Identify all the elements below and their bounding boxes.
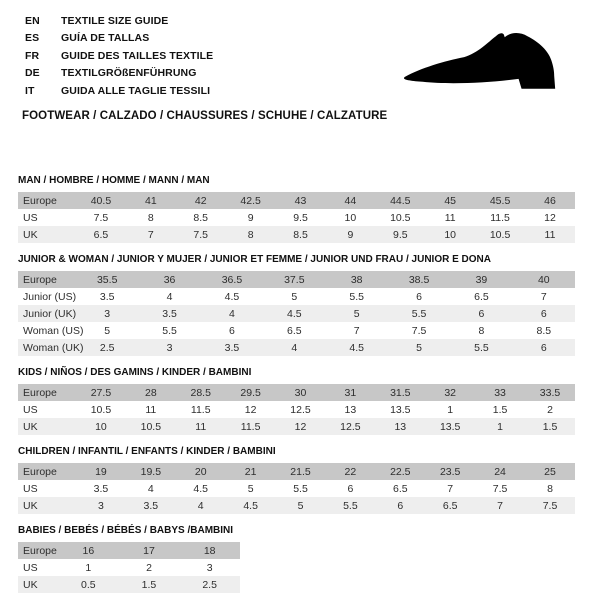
- row-label: Europe: [23, 465, 57, 478]
- shoe-icon: [393, 26, 571, 100]
- language-label: GUIDE DES TAILLES TEXTILE: [61, 49, 214, 62]
- table-row: [18, 305, 575, 322]
- size-cell: 9: [347, 228, 354, 241]
- size-cell: 10: [444, 228, 457, 241]
- size-cell: 11.5: [240, 420, 261, 433]
- size-cell: 5: [353, 307, 360, 320]
- size-cell: 7: [147, 228, 154, 241]
- row-label: UK: [23, 228, 38, 241]
- size-cell: 23.5: [439, 465, 461, 478]
- size-cell: 7.5: [411, 324, 427, 337]
- size-cell: 4: [166, 290, 173, 303]
- size-cell: 19: [95, 465, 107, 478]
- size-cell: 12.5: [290, 403, 311, 416]
- table-row: [18, 192, 575, 209]
- size-cell: 11: [444, 211, 456, 224]
- row-label: Europe: [23, 194, 57, 207]
- table-row: [18, 209, 575, 226]
- size-cell: 36: [163, 273, 176, 286]
- size-cell: 1.5: [542, 420, 558, 433]
- size-cell: 9.5: [392, 228, 408, 241]
- size-cell: 3: [166, 341, 173, 354]
- table-row: [18, 463, 575, 480]
- row-label: Junior (US): [23, 290, 77, 303]
- table-title: JUNIOR & WOMAN / JUNIOR Y MUJER / JUNIOR ET FEMME / JUNIOR UND FRAU / JUNIOR E DONA: [18, 254, 492, 265]
- size-cell: 40.5: [90, 194, 112, 207]
- size-cell: 17: [143, 544, 155, 557]
- size-cell: 9.5: [293, 211, 308, 224]
- size-cell: 1: [447, 403, 454, 416]
- size-table: [18, 542, 240, 593]
- size-cell: 3.5: [224, 341, 240, 354]
- size-cell: 24: [494, 465, 506, 478]
- size-cell: 7.5: [193, 228, 209, 241]
- size-cell: 5: [297, 499, 304, 512]
- size-cell: 11.5: [490, 211, 510, 224]
- language-code: DE: [25, 67, 40, 80]
- size-cell: 5.5: [411, 307, 427, 320]
- size-cell: 18: [203, 544, 216, 557]
- size-cell: 13: [394, 420, 407, 433]
- size-cell: 3: [98, 499, 104, 512]
- table-title: KIDS / NIÑOS / DES GAMINS / KINDER / BAMBINI: [18, 367, 252, 378]
- size-cell: 7: [540, 290, 547, 303]
- size-cell: 6.5: [442, 499, 458, 512]
- language-label: GUÍA DE TALLAS: [61, 32, 150, 45]
- size-cell: 8: [147, 211, 154, 224]
- size-cell: 4: [291, 341, 298, 354]
- size-cell: 1: [497, 420, 503, 433]
- size-cell: 37.5: [284, 273, 305, 286]
- size-cell: 4.5: [287, 307, 302, 320]
- language-code: IT: [25, 84, 35, 97]
- size-cell: 13.5: [439, 420, 461, 433]
- size-cell: 5.5: [349, 290, 364, 303]
- size-cell: 36.5: [221, 273, 243, 286]
- size-cell: 2.5: [99, 341, 115, 354]
- size-cell: 22.5: [390, 465, 411, 478]
- row-label: Woman (UK): [23, 341, 84, 354]
- size-cell: 6: [397, 499, 404, 512]
- size-cell: 3.5: [93, 482, 109, 495]
- language-list: [25, 12, 213, 100]
- table-row: [18, 288, 575, 305]
- size-table-section: [18, 525, 578, 593]
- size-cell: 2: [146, 561, 152, 574]
- table-title: BABIES / BEBÉS / BÉBÉS / BABYS /BAMBINI: [18, 525, 234, 536]
- size-cell: 3.5: [162, 307, 177, 320]
- size-cell: 6.5: [93, 228, 109, 241]
- row-label: US: [23, 403, 38, 416]
- language-row-en: [25, 12, 213, 30]
- size-cell: 10.5: [489, 228, 511, 241]
- table-row: [18, 542, 240, 559]
- size-cell: 40: [537, 273, 550, 286]
- size-cell: 7.5: [542, 499, 558, 512]
- size-table-section: [18, 446, 578, 514]
- size-cell: 21: [244, 465, 257, 478]
- size-cell: 1.5: [141, 578, 157, 591]
- language-code: FR: [25, 49, 40, 62]
- size-cell: 12: [244, 403, 257, 416]
- size-cell: 21.5: [290, 465, 311, 478]
- language-row-fr: [25, 47, 213, 65]
- size-cell: 5: [247, 482, 254, 495]
- row-label: Woman (US): [23, 324, 84, 337]
- table-row: [18, 497, 575, 514]
- size-cell: 39: [475, 273, 488, 286]
- table-title: MAN / HOMBRE / HOMME / MANN / MAN: [18, 175, 210, 186]
- table-row: [18, 339, 575, 356]
- size-cell: 6: [540, 307, 547, 320]
- size-cell: 19.5: [140, 465, 162, 478]
- size-cell: 5: [104, 324, 111, 337]
- size-cell: 41: [144, 194, 157, 207]
- size-cell: 11.5: [190, 403, 211, 416]
- row-label: Junior (UK): [23, 307, 77, 320]
- language-row-it: [25, 82, 213, 100]
- size-cell: 13.5: [390, 403, 411, 416]
- size-cell: 4.5: [224, 290, 240, 303]
- size-table-section: [18, 367, 578, 435]
- table-row: [18, 576, 240, 593]
- size-table-section: [18, 175, 578, 243]
- size-cell: 5: [416, 341, 422, 354]
- size-cell: 38: [350, 273, 363, 286]
- row-label: UK: [23, 578, 38, 591]
- row-label: Europe: [23, 386, 57, 399]
- size-cell: 28.5: [190, 386, 211, 399]
- size-cell: 7: [353, 324, 360, 337]
- size-cell: 45.5: [489, 194, 511, 207]
- size-cell: 7: [497, 499, 503, 512]
- size-cell: 44.5: [390, 194, 411, 207]
- category-title: FOOTWEAR / CALZADO / CHAUSSURES / SCHUHE / CALZATURE: [22, 110, 388, 122]
- size-cell: 4: [147, 482, 154, 495]
- size-cell: 6.5: [287, 324, 302, 337]
- size-table: [18, 384, 575, 435]
- language-label: GUIDA ALLE TAGLIE TESSILI: [61, 84, 211, 97]
- size-cell: 1.5: [492, 403, 508, 416]
- size-cell: 5.5: [474, 341, 489, 354]
- size-cell: 31: [344, 386, 357, 399]
- table-row: [18, 384, 575, 401]
- table-title: CHILDREN / INFANTIL / ENFANTS / KINDER / BAMBINI: [18, 446, 276, 457]
- size-cell: 35.5: [96, 273, 118, 286]
- size-cell: 5: [291, 290, 298, 303]
- size-table: [18, 271, 575, 356]
- table-row: [18, 480, 575, 497]
- table-row: [18, 559, 240, 576]
- size-table: [18, 463, 575, 514]
- size-cell: 30: [294, 386, 307, 399]
- size-cell: 3.5: [143, 499, 159, 512]
- size-cell: 6.5: [392, 482, 408, 495]
- size-cell: 4.5: [193, 482, 209, 495]
- row-label: UK: [23, 499, 38, 512]
- size-cell: 8.5: [193, 211, 209, 224]
- language-label: TEXTILGRÖßENFÜHRUNG: [61, 67, 197, 80]
- size-cell: 11: [195, 420, 207, 433]
- table-row: [18, 322, 575, 339]
- size-cell: 4.5: [243, 499, 258, 512]
- size-cell: 10: [95, 420, 107, 433]
- size-cell: 27.5: [90, 386, 112, 399]
- size-cell: 8.5: [293, 228, 308, 241]
- row-label: US: [23, 211, 38, 224]
- size-cell: 6: [347, 482, 354, 495]
- size-cell: 4: [229, 307, 235, 320]
- table-row: [18, 401, 575, 418]
- size-cell: 10.5: [390, 211, 411, 224]
- language-code: ES: [25, 32, 40, 45]
- size-cell: 44: [344, 194, 357, 207]
- size-cell: 3.5: [99, 290, 115, 303]
- size-cell: 8.5: [536, 324, 552, 337]
- size-cell: 3: [104, 307, 111, 320]
- row-label: Europe: [23, 273, 57, 286]
- size-cell: 2.5: [202, 578, 217, 591]
- size-cell: 46: [544, 194, 556, 207]
- table-row: [18, 418, 575, 435]
- size-cell: 10: [344, 211, 357, 224]
- size-cell: 42: [194, 194, 207, 207]
- size-cell: 12: [294, 420, 307, 433]
- size-cell: 8: [247, 228, 254, 241]
- size-cell: 6.5: [474, 290, 489, 303]
- size-cell: 13: [344, 403, 357, 416]
- size-cell: 42.5: [240, 194, 261, 207]
- size-cell: 5.5: [343, 499, 358, 512]
- size-cell: 33.5: [539, 386, 561, 399]
- size-cell: 12: [544, 211, 556, 224]
- language-label: TEXTILE SIZE GUIDE: [61, 14, 169, 27]
- size-cell: 11: [145, 403, 157, 416]
- size-cell: 6: [229, 324, 235, 337]
- size-cell: 28: [144, 386, 157, 399]
- size-cell: 7.5: [492, 482, 508, 495]
- size-cell: 5.5: [162, 324, 177, 337]
- size-cell: 45: [444, 194, 457, 207]
- row-label: US: [23, 482, 38, 495]
- size-cell: 29.5: [240, 386, 261, 399]
- size-cell: 8: [478, 324, 485, 337]
- size-cell: 20: [194, 465, 207, 478]
- size-cell: 3: [206, 561, 213, 574]
- size-cell: 4.5: [349, 341, 364, 354]
- language-row-de: [25, 65, 213, 83]
- size-cell: 10.5: [140, 420, 162, 433]
- size-tables: [18, 175, 578, 600]
- language-code: EN: [25, 14, 40, 27]
- size-cell: 6: [540, 341, 547, 354]
- size-cell: 10.5: [90, 403, 112, 416]
- size-cell: 1: [85, 561, 92, 574]
- size-cell: 43: [294, 194, 307, 207]
- size-cell: 7.5: [93, 211, 109, 224]
- size-table-section: [18, 254, 578, 356]
- row-label: US: [23, 561, 38, 574]
- table-row: [18, 226, 575, 243]
- size-cell: 4: [197, 499, 204, 512]
- size-cell: 12.5: [340, 420, 361, 433]
- size-cell: 32: [444, 386, 457, 399]
- language-row-es: [25, 30, 213, 48]
- row-label: Europe: [23, 544, 57, 557]
- size-cell: 22: [344, 465, 357, 478]
- size-cell: 11: [544, 228, 556, 241]
- size-cell: 8: [547, 482, 553, 495]
- size-cell: 25: [544, 465, 556, 478]
- size-cell: 33: [494, 386, 506, 399]
- size-table: [18, 192, 575, 243]
- size-cell: 31.5: [390, 386, 411, 399]
- size-cell: 6: [416, 290, 422, 303]
- row-label: UK: [23, 420, 38, 433]
- size-cell: 6: [478, 307, 485, 320]
- size-cell: 0.5: [81, 578, 96, 591]
- size-cell: 16: [82, 544, 95, 557]
- size-cell: 38.5: [408, 273, 430, 286]
- table-row: [18, 271, 575, 288]
- size-cell: 5.5: [293, 482, 308, 495]
- size-cell: 2: [547, 403, 553, 416]
- size-cell: 7: [447, 482, 454, 495]
- size-cell: 9: [247, 211, 254, 224]
